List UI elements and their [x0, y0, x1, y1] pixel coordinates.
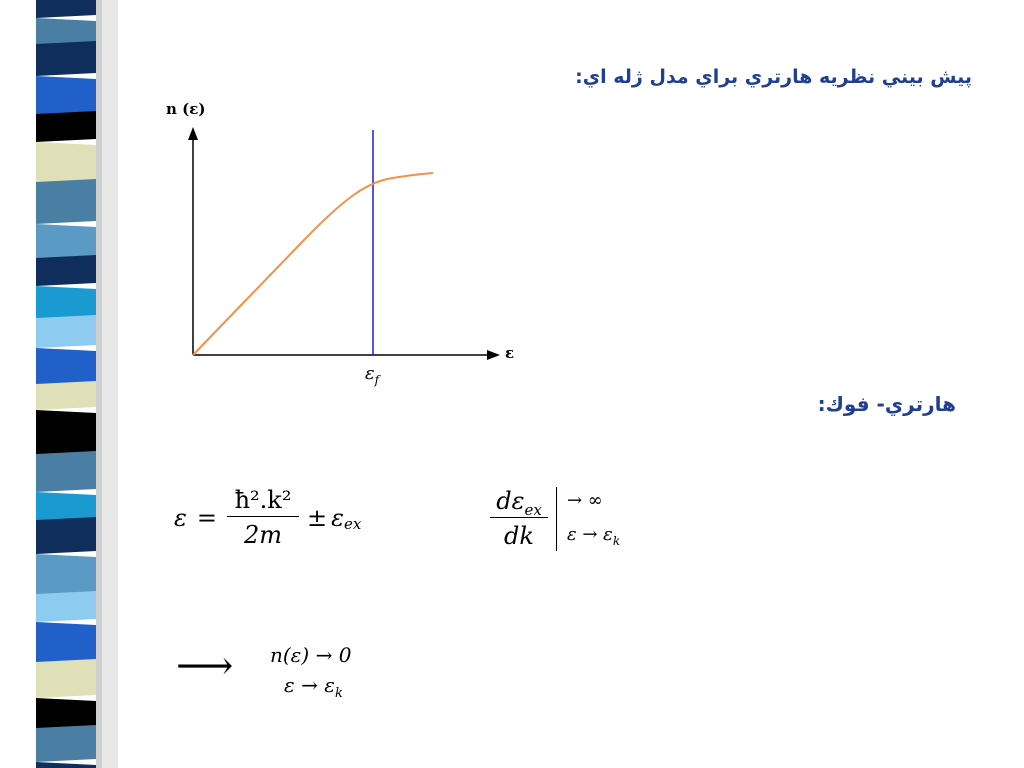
stripe-band	[36, 111, 96, 142]
stripe-band	[36, 591, 96, 622]
eq1-numerator: ħ².k²	[234, 486, 292, 514]
eq1-exchange-sub: ex	[344, 514, 362, 533]
eq2-denominator: dk	[504, 522, 534, 550]
eq2-numerator	[496, 487, 542, 519]
stripe-band	[36, 725, 96, 762]
x-axis-label: ε	[505, 344, 515, 362]
eq2-limit-bottom-main: ε → ε	[567, 524, 613, 545]
eq1-fraction	[227, 486, 299, 549]
stripe-band	[36, 762, 96, 768]
eq2-limits	[567, 484, 620, 553]
y-axis-arrow	[188, 127, 198, 140]
x-axis-arrow	[487, 350, 500, 360]
eq1-lhs: ε	[174, 503, 187, 532]
eq2-limit-bottom	[567, 518, 620, 553]
occupation-limit-line2	[270, 670, 351, 704]
eq2-evaluation-bar	[556, 487, 557, 551]
stripe-band	[36, 348, 96, 387]
eq2-limit-bottom-sub: k	[612, 534, 621, 548]
stripe-band	[36, 142, 96, 185]
eq3-line2-main: ε → ε	[284, 673, 335, 697]
stripe-band	[36, 179, 96, 224]
decorative-stripe	[0, 0, 118, 768]
stripe-band	[36, 554, 96, 597]
stripe-band	[36, 255, 96, 286]
energy-equation	[174, 486, 361, 549]
stripe-band	[36, 622, 96, 665]
eq1-fraction-bar	[227, 516, 299, 517]
stripe-band	[36, 451, 96, 492]
stripe-band	[36, 41, 96, 76]
hartree-fock-heading: هارتري- فوك:	[817, 392, 956, 416]
stripe-band	[36, 76, 96, 117]
eq1-equals: =	[196, 503, 217, 532]
eq2-num-main: dε	[496, 487, 525, 515]
eq2-fraction	[490, 487, 548, 550]
derivative-equation	[490, 484, 620, 553]
stripe-band	[36, 0, 96, 18]
implication-arrow: ⟶	[176, 643, 234, 689]
stripe-band	[36, 315, 96, 348]
occupation-limit	[270, 640, 351, 704]
stripe-band	[36, 659, 96, 698]
eq1-exchange: ε	[331, 503, 344, 532]
eq1-denominator: 2m	[243, 521, 283, 549]
fermi-energy-label	[365, 363, 382, 387]
eq2-limit-top: → ∞	[567, 490, 603, 511]
slide-title: پيش بيني نظريه هارتري براي مدل ژله اي:	[575, 66, 972, 88]
stripe-band	[36, 381, 96, 410]
occupation-chart	[150, 90, 530, 390]
occupation-limit-line1: n(ε) → 0	[270, 643, 352, 667]
y-axis-label: n (ε)	[166, 100, 206, 118]
stripe-band	[36, 517, 96, 554]
fermi-subscript: f	[374, 373, 380, 387]
eq1-plus-minus: ±	[307, 503, 328, 532]
stripe-band	[36, 224, 96, 261]
eq2-num-sub: ex	[524, 501, 542, 519]
stripe-band	[36, 410, 96, 457]
fermi-symbol: ε	[365, 363, 375, 384]
eq3-line2-sub: k	[334, 686, 343, 701]
occupation-curve	[193, 173, 433, 355]
